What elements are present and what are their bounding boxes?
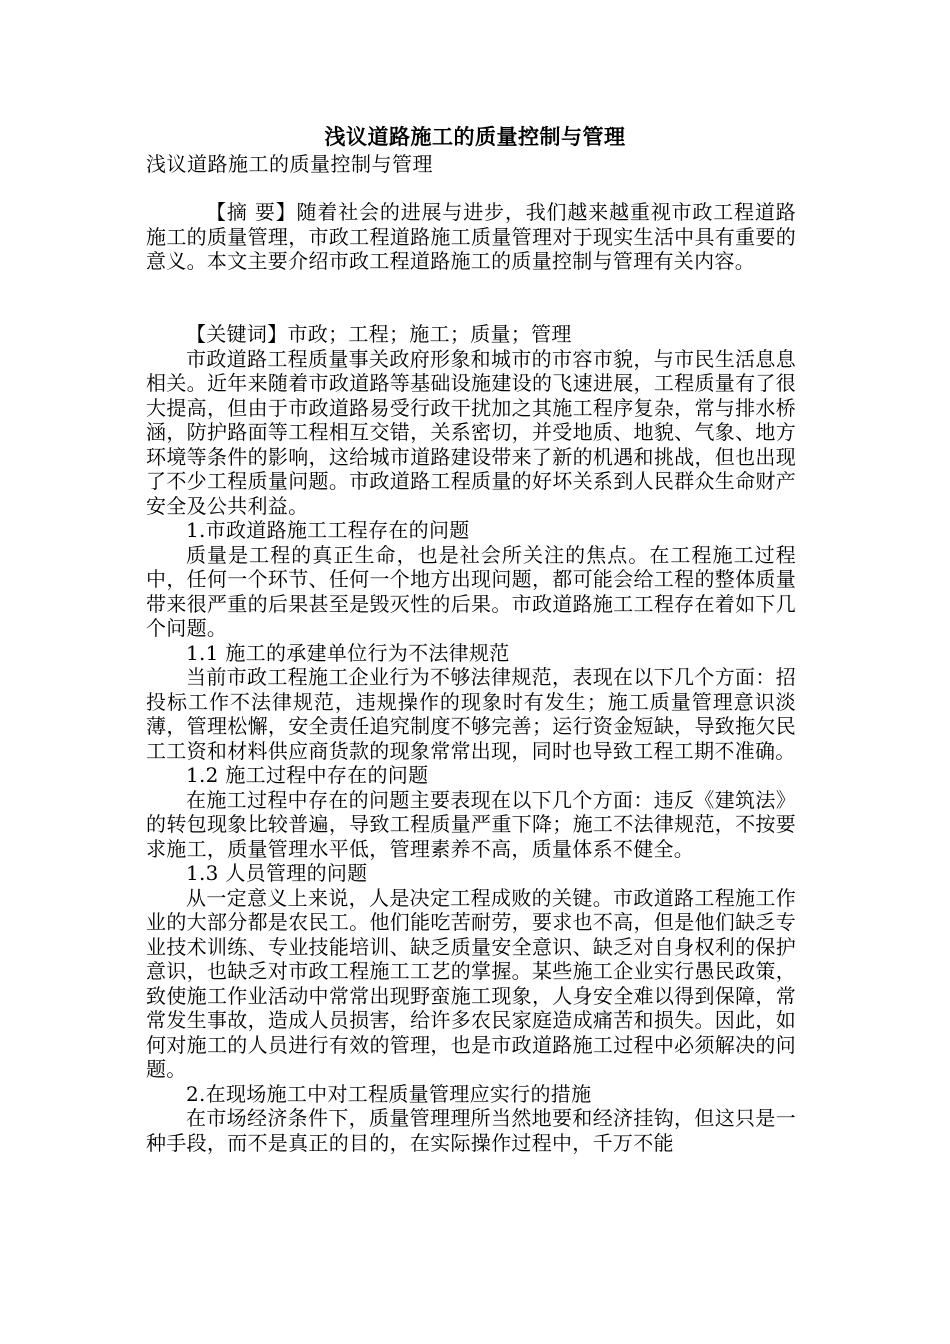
body-paragraph: 从一定意义上来说，人是决定工程成败的关键。市政道路工程施工作业的大部分都是农民工。他们能吃苦耐劳，要求也不高，但是他们缺乏专业技术训练、专业技能培训、缺乏质量安全意识、缺乏对自身权利的保护意识，也缺乏对市政工程施工工艺的掌握。某些施工企业实行愚民政策，致使施工作业活动中常常出现野蛮施工现象，人身安全难以得到保障，常常发生事故，造成人员损害，给许多农民家庭造成痛苦和损失。因此，如何对施工的人员进行有效的管理，也是市政道路施工过程中必须解决的问题。 [146,885,796,1081]
body-paragraph: 质量是工程的真正生命，也是社会所关注的焦点。在工程施工过程中，任何一个环节、任何一个地方出现问题，都可能会给工程的整体质量带来很严重的后果甚至是毁灭性的后果。市政道路施工工程存在着如下几个问题。 [146,542,796,640]
main-body [146,322,796,1155]
body-paragraph: 市政道路工程质量事关政府形象和城市的市容市貌，与市民生活息息相关。近年来随着市政道路等基础设施建设的飞速进展，工程质量有了很大提高，但由于市政道路易受行政干扰加之其施工程序复杂，常与排水桥涵，防护路面等工程相互交错，关系密切，并受地质、地貌、气象、地方环境等条件的影响，这给城市道路建设带来了新的机遇和挑战，但也出现了不少工程质量问题。市政道路工程质量的好坏关系到人民群众生命财产安全及公共利益。 [146,346,796,518]
body-paragraph: 在施工过程中存在的问题主要表现在以下几个方面：违反《建筑法》的转包现象比较普遍，导致工程质量严重下降；施工不法律规范，不按要求施工，质量管理水平低，管理素养不高，质量体系不健全。 [146,787,796,861]
section-heading: 2.在现场施工中对工程质量管理应实行的措施 [186,1081,592,1106]
document-subtitle: 浅议道路施工的质量控制与管理 [146,152,433,176]
body-paragraph: 在市场经济条件下，质量管理理所当然地要和经济挂钩，但这只是一种手段，而不是真正的目的，在实际操作过程中，千万不能 [146,1106,796,1155]
abstract-paragraph: 【摘 要】随着社会的进展与进步，我们越来越重视市政工程道路施工的质量管理，市政工程道路施工质量管理对于现实生活中具有重要的意义。本文主要介绍市政工程道路施工的质量控制与管理有关内容。 [146,200,796,273]
subsection-heading: 1.2 施工过程中存在的问题 [186,763,429,787]
keywords-line: 【关键词】市政；工程；施工；质量；管理 [186,322,572,346]
body-paragraph: 当前市政工程施工企业行为不够法律规范，表现在以下几个方面：招投标工作不法律规范，违规操作的现象时有发生；施工质量管理意识淡薄，管理松懈，安全责任追究制度不够完善；运行资金短缺，导致拖欠民工工资和材料供应商货款的现象常常出现，同时也导致工程工期不准确。 [146,665,796,763]
abstract-section [146,200,796,274]
document-title: 浅议道路施工的质量控制与管理 [324,124,626,149]
section-heading: 1.市政道路施工工程存在的问题 [186,518,470,542]
subsection-heading: 1.3 人员管理的问题 [186,861,368,885]
subsection-heading: 1.1 施工的承建单位行为不法律规范 [186,640,510,665]
